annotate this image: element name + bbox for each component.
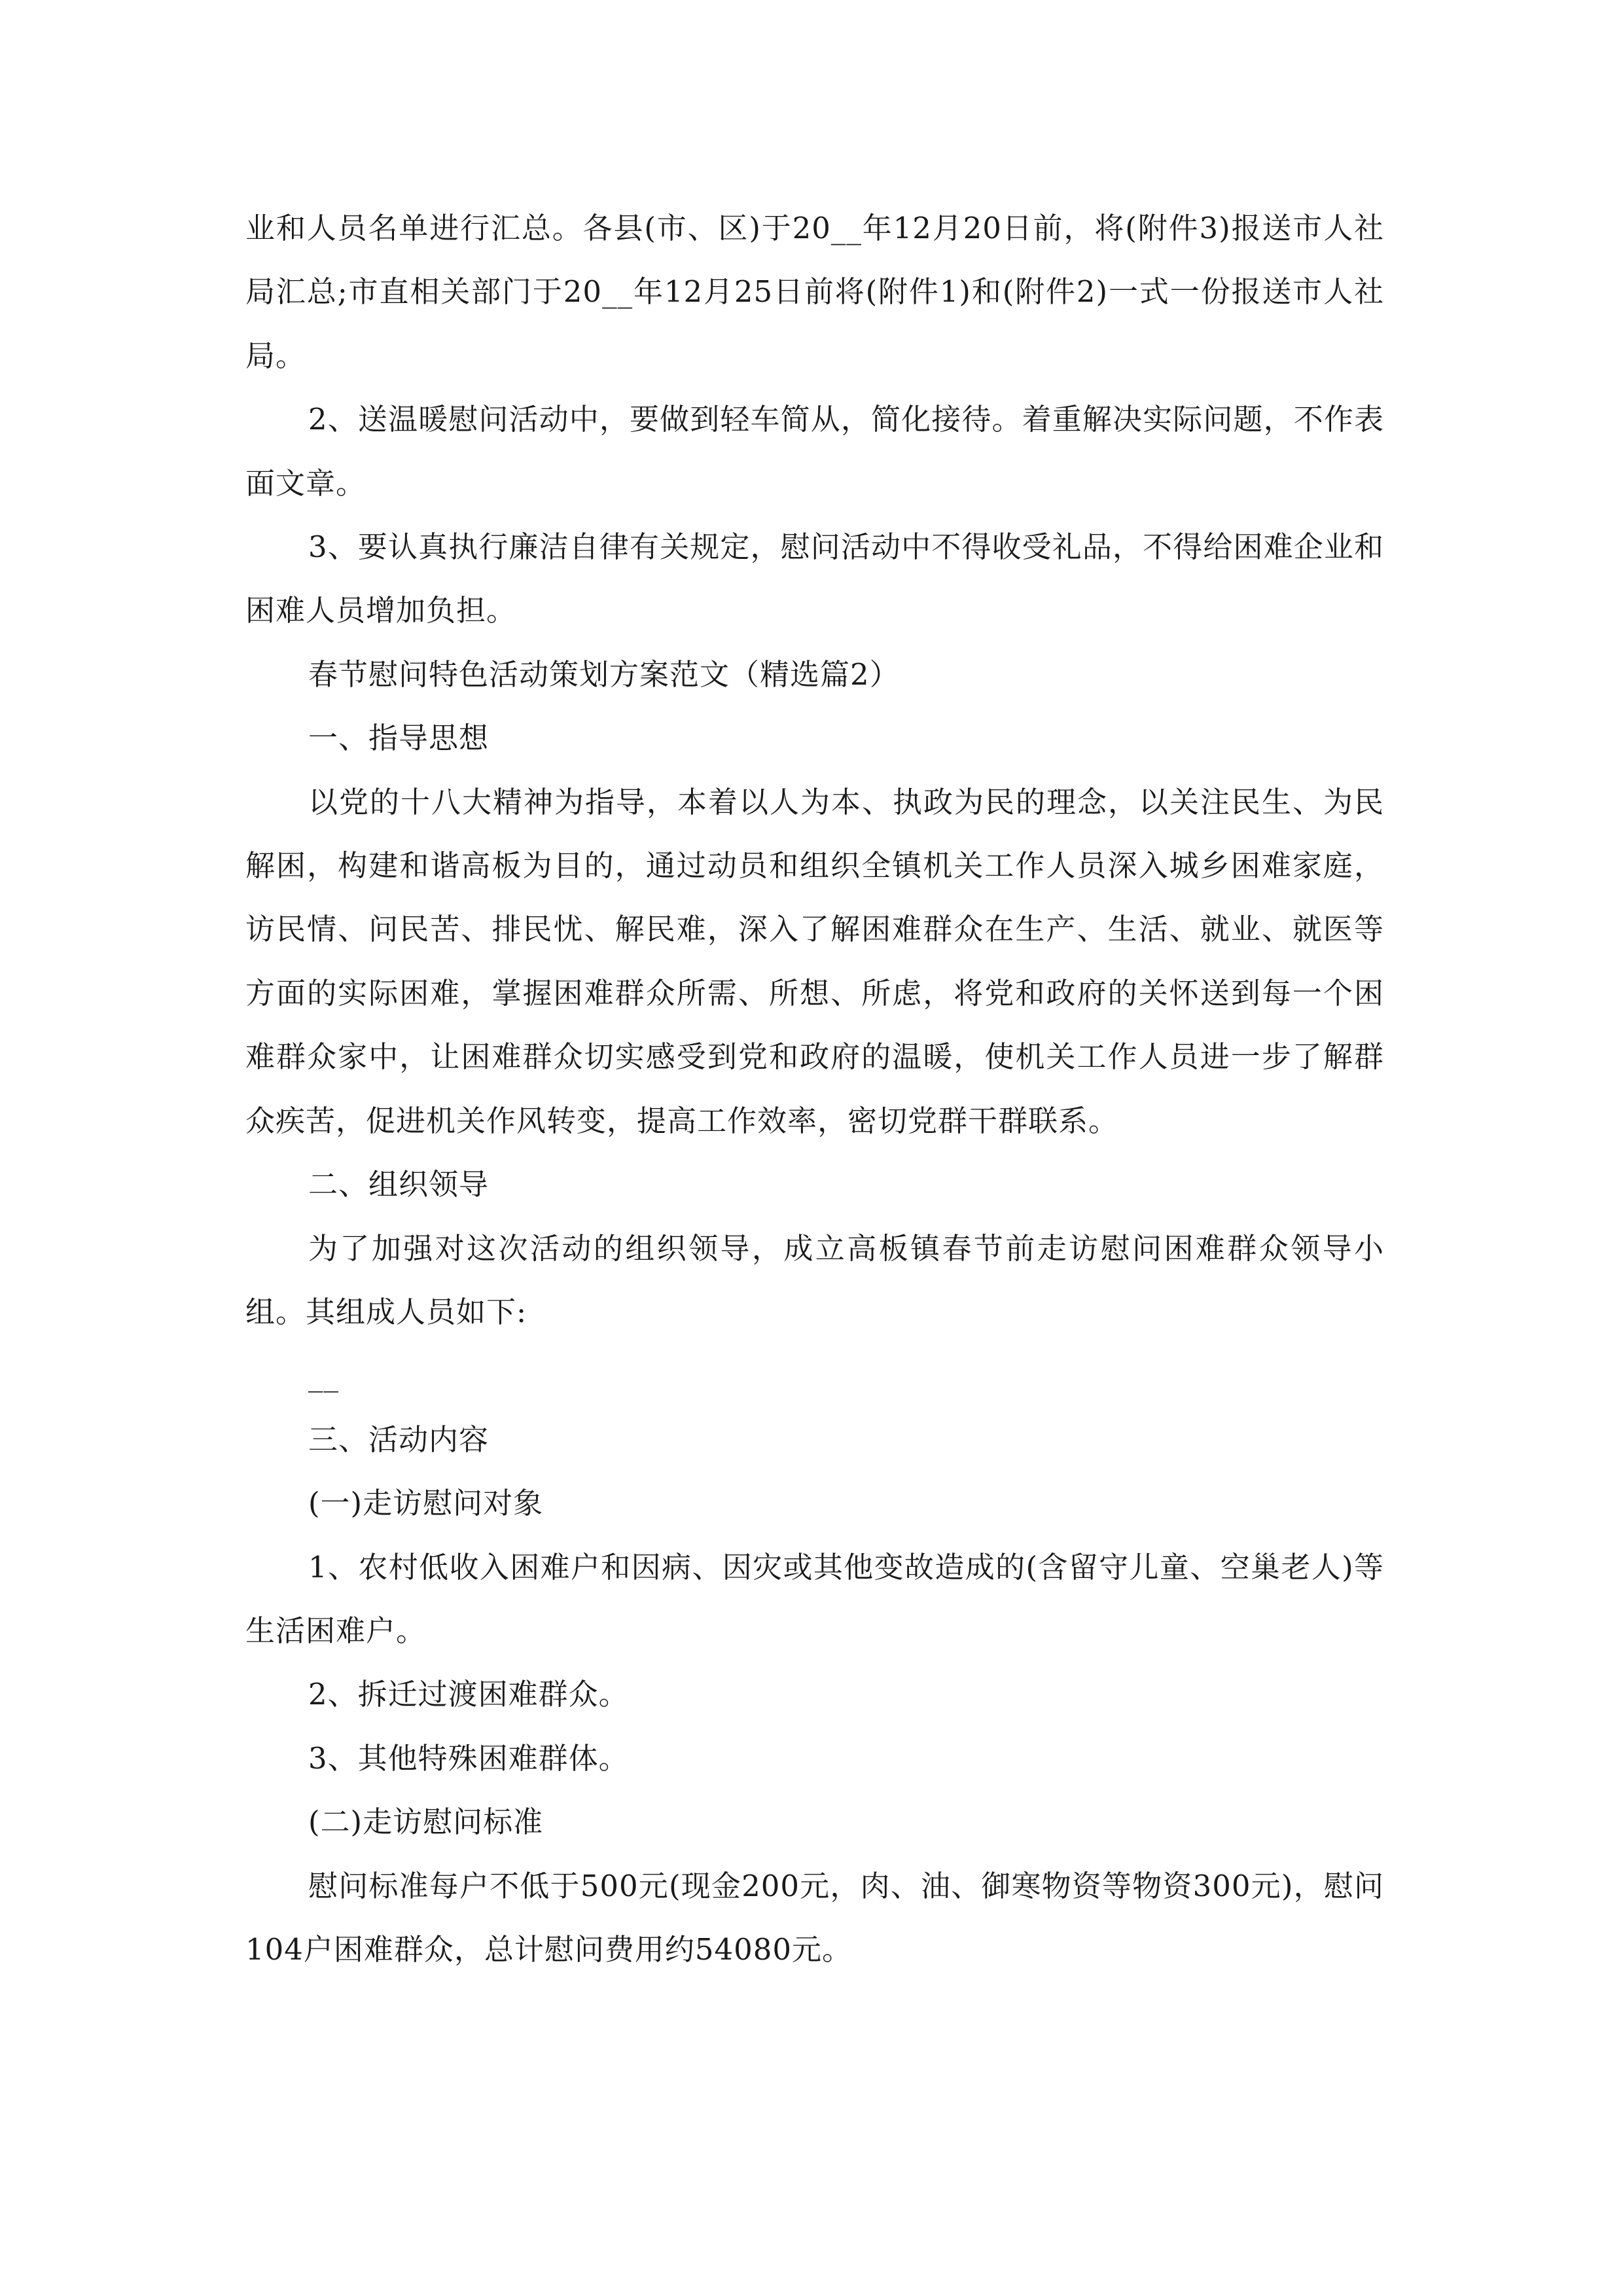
- paragraph-organization-leadership: 为了加强对这次活动的组织领导，成立高板镇春节前走访慰问困难群众领导小组。其组成人员如下:: [245, 1230, 1384, 1329]
- document-body: [245, 196, 1384, 1981]
- section-title-plan-2: 春节慰问特色活动策划方案范文（精选篇2）: [308, 656, 900, 692]
- paragraph-summary-deadline: 业和人员名单进行汇总。各县(市、区)于20__年12月20日前，将(附件3)报送市人社局汇总;市直相关部门于20__年12月25日前将(附件1)和(附件2)一式一份报送市人社局。: [245, 211, 1384, 373]
- subheading-visit-standards: (二)走访慰问标准: [308, 1804, 544, 1840]
- heading-guiding-ideology: 一、指导思想: [308, 721, 490, 756]
- placeholder-dash-text: __: [308, 1358, 339, 1393]
- subheading-visit-targets: (一)走访慰问对象: [308, 1486, 544, 1521]
- paragraph-guiding-ideology: 以党的十八大精神为指导，本着以人为本、执政为民的理念，以关注民生、为民解困，构建和谐高板为目的，通过动员和组织全镇机关工作人员深入城乡困难家庭，访民情、问民苦、排民忧、解民难，深入了解困难群众在生产、生活、就业、就医等方面的实际困难，掌握困难群众所需、所想、所虑，将党和政府的关怀送到每一个困难群众家中，让困难群众切实感受到党和政府的温暖，使机关工作人员进一步了解群众疾苦，促进机关作风转变，提高工作效率，密切党群干群联系。: [245, 784, 1384, 1138]
- paragraph-item-3: 3、要认真执行廉洁自律有关规定，慰问活动中不得收受礼品，不得给困难企业和困难人员增加负担。: [245, 529, 1384, 628]
- heading-organization-leadership: 二、组织领导: [308, 1167, 490, 1202]
- paragraph-target-3: 3、其他特殊困难群体。: [308, 1740, 629, 1776]
- heading-activity-content: 三、活动内容: [308, 1422, 490, 1457]
- paragraph-target-1: 1、农村低收入困难户和因病、因灾或其他变故造成的(含留守儿童、空巢老人)等生活困难户。: [245, 1549, 1384, 1648]
- paragraph-visit-standards: 慰问标准每户不低于500元(现金200元，肉、油、御寒物资等物资300元)，慰问104户困难群众，总计慰问费用约54080元。: [245, 1868, 1384, 1967]
- paragraph-item-2: 2、送温暖慰问活动中，要做到轻车简从，简化接待。着重解决实际问题，不作表面文章。: [245, 402, 1384, 501]
- paragraph-target-2: 2、拆迁过渡困难群众。: [308, 1677, 629, 1712]
- placeholder-dash: [245, 1344, 1384, 1407]
